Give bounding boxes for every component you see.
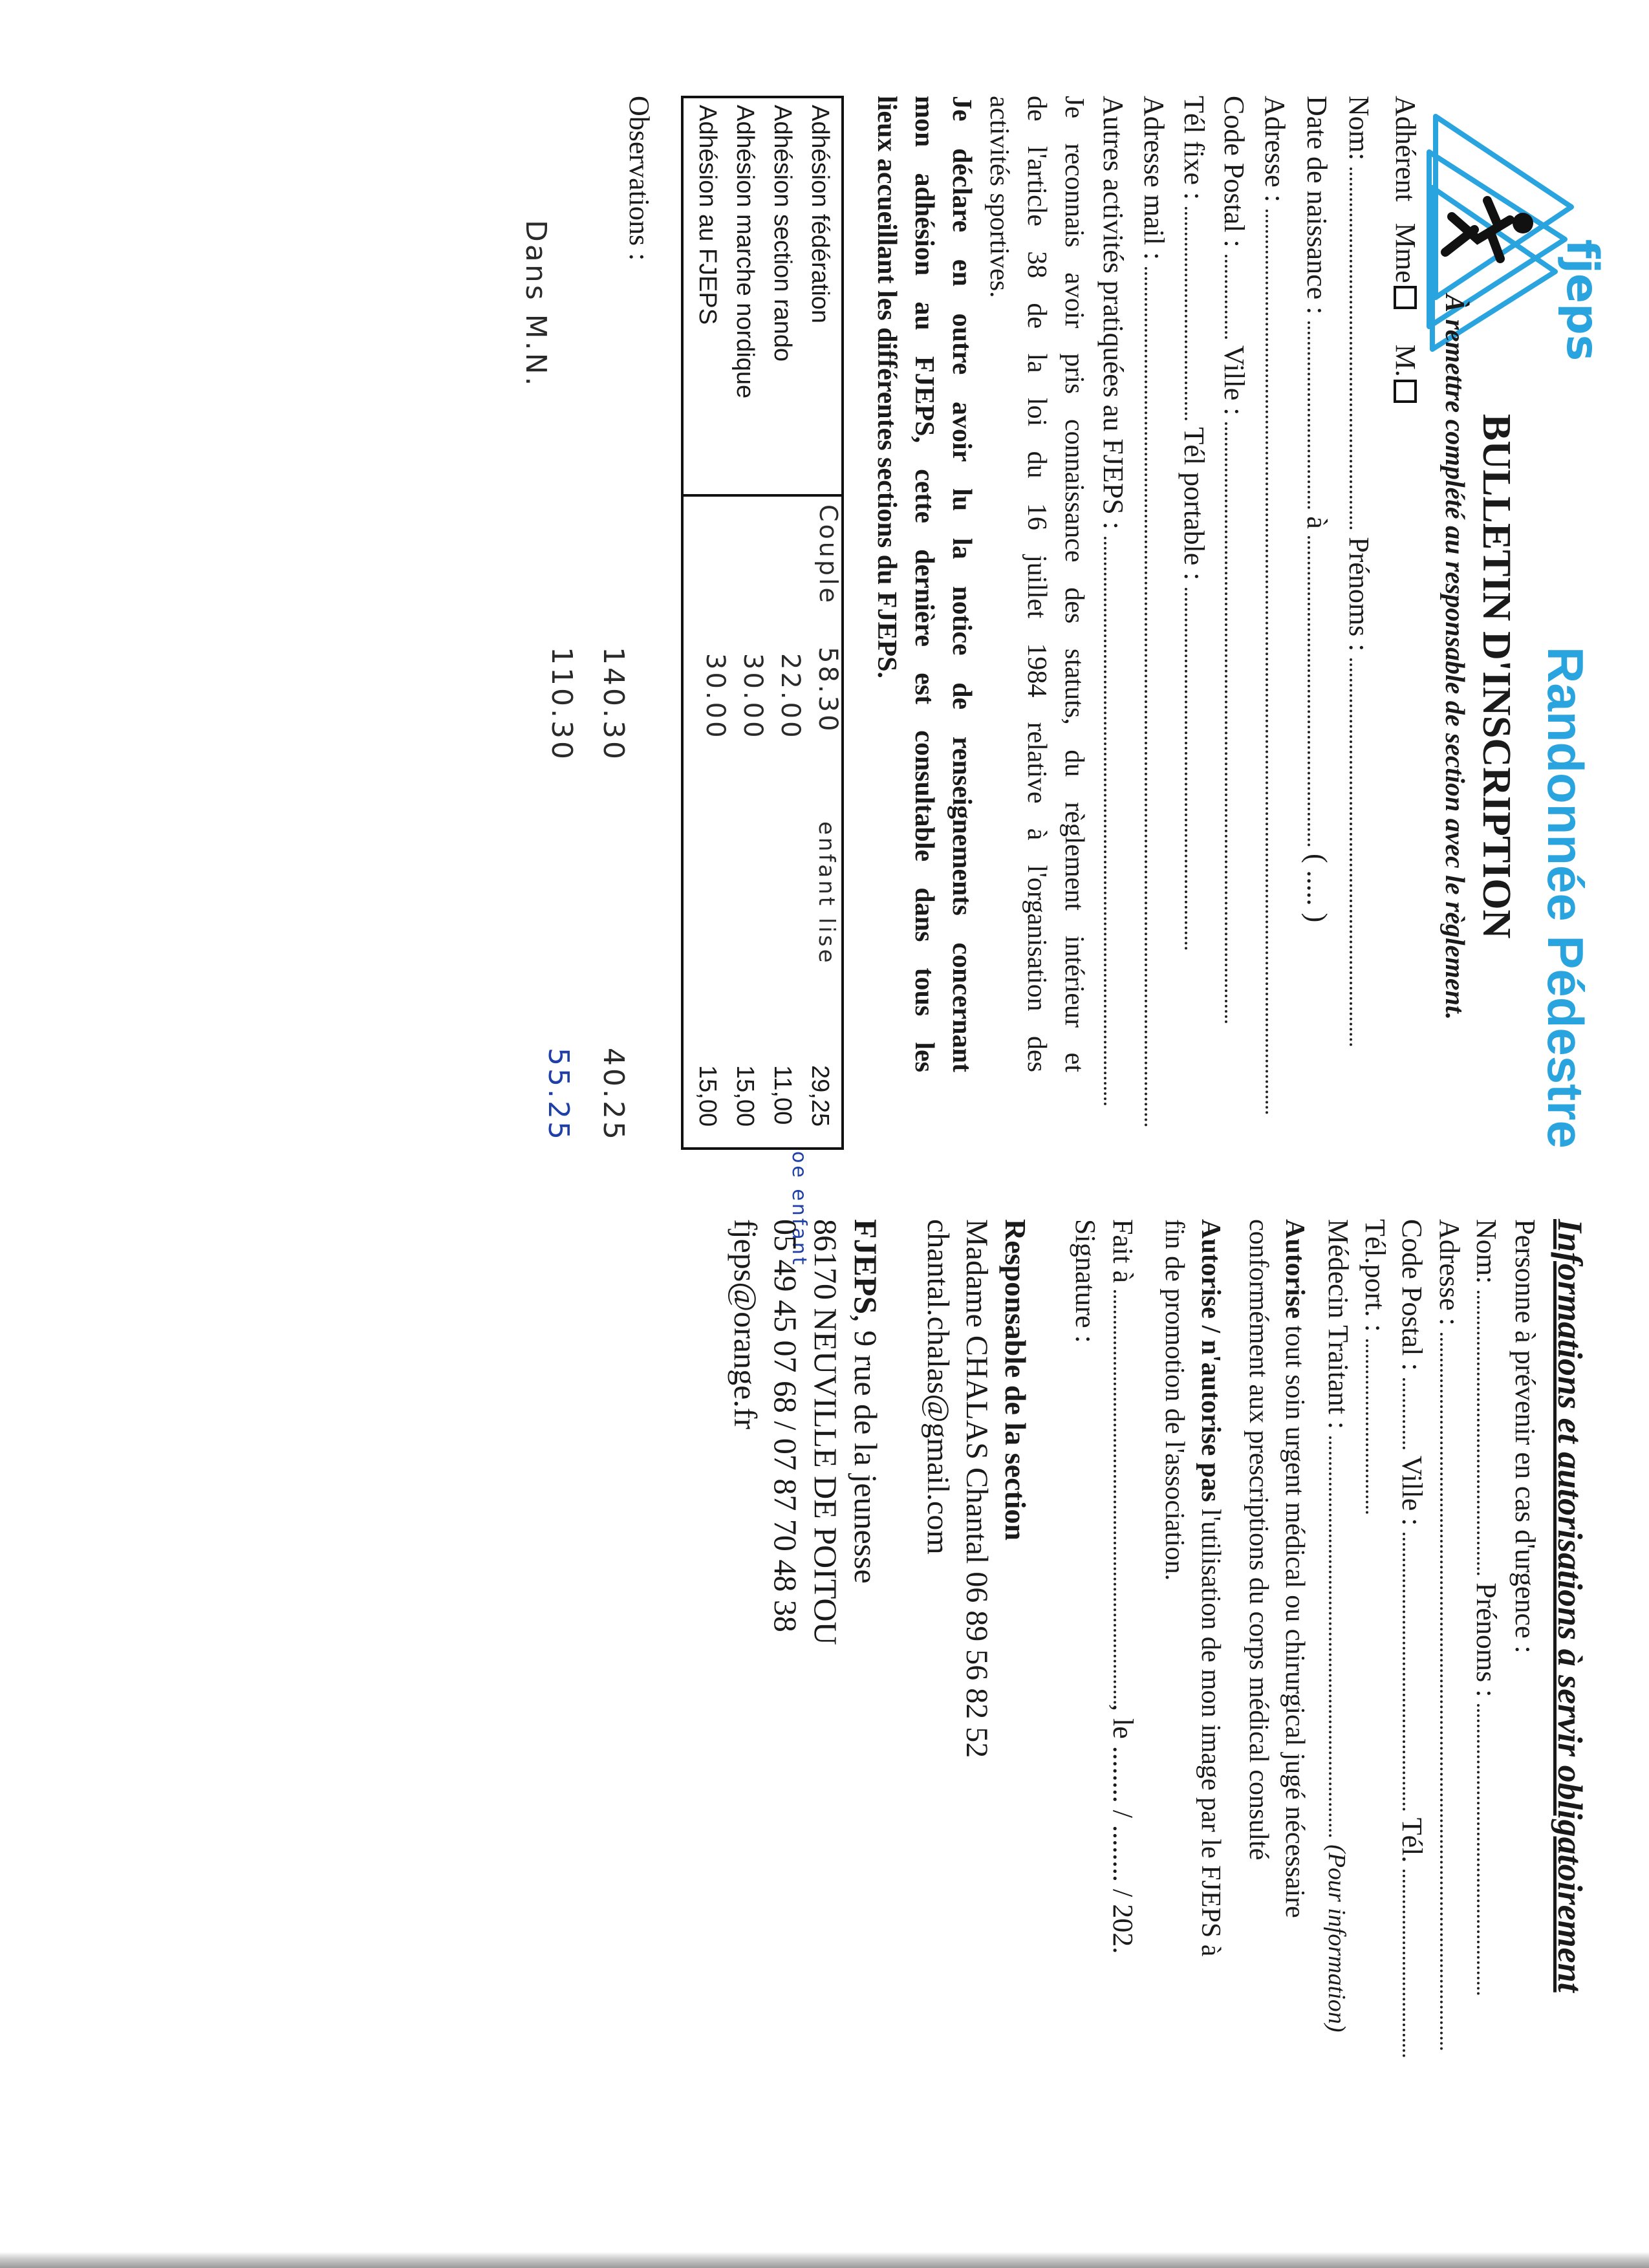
signature-label: Signature : bbox=[1070, 1219, 1101, 1343]
right-telport-field[interactable] bbox=[1366, 1339, 1390, 1514]
nom-row bbox=[1344, 96, 1374, 1046]
fjeps-bold: FJEPS bbox=[848, 1219, 884, 1315]
right-nom-label: Nom: bbox=[1471, 1219, 1502, 1284]
adresse-label: Adresse : bbox=[1259, 96, 1291, 202]
right-prenoms-field[interactable] bbox=[1477, 1704, 1502, 1995]
autorise-line-2: conformément aux prescriptions du corps médical consulté bbox=[1244, 1219, 1273, 1861]
responsable-name: Madame CHALAS Chantal 06 89 56 82 52 bbox=[960, 1219, 994, 1758]
right-tel-label: Tél. bbox=[1396, 1817, 1428, 1863]
naissance-row bbox=[1302, 96, 1332, 922]
adherent-row bbox=[1391, 96, 1419, 403]
autres-label: Autres activités pratiquées au FJEPS : bbox=[1097, 96, 1129, 530]
image-bold: Autorise / n'autorise pas bbox=[1196, 1219, 1225, 1502]
handwritten-dans-mn: Dans M.N. bbox=[519, 220, 552, 389]
right-cp-row bbox=[1397, 1219, 1427, 2057]
ville-field[interactable] bbox=[1225, 422, 1249, 1024]
bold-line-3: lieux accueillant les différentes sections du FJEPS. bbox=[872, 96, 901, 679]
fjeps-city: 86170 NEUVILLE DE POITOU bbox=[808, 1219, 844, 1645]
right-telport-label: Tél.port. : bbox=[1359, 1219, 1391, 1332]
responsable-mail: chantal.chalas@gmail.com bbox=[921, 1219, 955, 1555]
right-cp-field[interactable] bbox=[1403, 1378, 1427, 1449]
urgence-label: Personne à prévenir en cas d'urgence : bbox=[1509, 1219, 1541, 1654]
fees-row bbox=[687, 105, 724, 1139]
tel-row bbox=[1180, 96, 1209, 950]
cp-label: Code Postal : bbox=[1218, 96, 1250, 248]
autorise-line-1: tout soin urgent médical ou chirurgical jugé nécessaire bbox=[1280, 1318, 1310, 1918]
adresse-field[interactable] bbox=[1266, 210, 1290, 1115]
handwritten-fee-1: 58.30 bbox=[813, 647, 843, 734]
naissance-label: Date de naissance : bbox=[1301, 96, 1333, 315]
handwritten-total-couple: 140.30 bbox=[597, 647, 630, 762]
fee-label: Adhésion fédération bbox=[806, 105, 834, 324]
fees-row bbox=[762, 105, 799, 1139]
fjeps-street: , 9 rue de la jeunesse bbox=[848, 1314, 884, 1584]
autres-field[interactable] bbox=[1104, 537, 1128, 1106]
mail-field[interactable] bbox=[1145, 267, 1169, 1127]
naissance-a-label: à bbox=[1301, 516, 1333, 529]
right-cp-label: Code Postal : bbox=[1396, 1219, 1428, 1371]
statuts-paragraph bbox=[868, 96, 1093, 1072]
naissance-lieu-field[interactable] bbox=[1308, 536, 1332, 847]
right-telport-row bbox=[1361, 1219, 1390, 1514]
section-title: Randonnée Pédestre bbox=[1537, 647, 1594, 1149]
image-line-2: fin de promotion de l'association. bbox=[1159, 1219, 1189, 1581]
right-ville-field[interactable] bbox=[1403, 1533, 1427, 1811]
fee-label: Adhésion marche nordique bbox=[731, 105, 759, 399]
handwritten-enfant: enfant lise bbox=[814, 821, 839, 966]
fees-row bbox=[725, 105, 761, 1139]
fee-amount: 29,25 bbox=[806, 1065, 834, 1127]
fait-row bbox=[1108, 1219, 1138, 1954]
m-checkbox[interactable] bbox=[1394, 380, 1417, 403]
tel-portable-field[interactable] bbox=[1185, 588, 1209, 950]
fee-amount: 15,00 bbox=[731, 1065, 759, 1127]
paragraph-line-1: Je reconnais avoir pris connaissance des statuts, du règlement intérieur et bbox=[1059, 96, 1089, 1072]
right-tel-field[interactable] bbox=[1403, 1870, 1427, 2057]
fee-label: Adhésion au FJEPS bbox=[694, 105, 721, 325]
right-nom-field[interactable] bbox=[1477, 1291, 1502, 1575]
naissance-date-field[interactable] bbox=[1308, 321, 1332, 509]
image-paragraph bbox=[1156, 1219, 1229, 2189]
right-adresse-field[interactable] bbox=[1440, 1333, 1465, 2051]
right-adresse-row bbox=[1435, 1219, 1465, 2051]
mail-label: Adresse mail : bbox=[1138, 96, 1170, 261]
fees-table bbox=[681, 96, 844, 1150]
autorise-bold: Autorise bbox=[1280, 1219, 1310, 1319]
fjeps-address-block bbox=[726, 1219, 886, 1645]
autorise-paragraph bbox=[1240, 1219, 1313, 2189]
handwritten-fee-4: 30.00 bbox=[700, 653, 730, 740]
handwritten-couple: Couple bbox=[814, 504, 843, 605]
fee-amount: 15,00 bbox=[694, 1065, 721, 1127]
bold-line-1: Je déclare en outre avoir lu la notice de renseignements concernant bbox=[947, 96, 976, 1072]
fjeps-phones: 05 49 45 07 68 / 07 87 70 48 38 bbox=[768, 1219, 804, 1632]
fee-label: Adhésion section rando bbox=[769, 105, 796, 362]
adherent-label: Adhérent bbox=[1390, 96, 1421, 202]
mail-row bbox=[1139, 96, 1169, 1127]
image-line-1: l'utilisation de mon image par le FJEPS à bbox=[1196, 1502, 1225, 1957]
responsable-title: Responsable de la section bbox=[999, 1219, 1032, 1541]
right-nom-row bbox=[1472, 1219, 1502, 1995]
medecin-row bbox=[1324, 1219, 1353, 2032]
medecin-field[interactable] bbox=[1329, 1436, 1353, 1837]
cp-ville-row bbox=[1220, 96, 1249, 1024]
cp-field[interactable] bbox=[1225, 255, 1249, 339]
paragraph-line-3: activités sportives. bbox=[984, 96, 1014, 298]
scanner-edge-strip bbox=[0, 2252, 1649, 2268]
bold-line-2: mon adhésion au FJEPS, cette dernière est consultable dans tous les bbox=[909, 96, 939, 1072]
nom-label: Nom: bbox=[1343, 96, 1375, 161]
right-prenoms-label: Prénoms : bbox=[1471, 1582, 1502, 1698]
fee-amount: 11,00 bbox=[769, 1065, 796, 1125]
handwritten-fee-3: 30.00 bbox=[738, 653, 768, 740]
form-title: BULLETIN D'INSCRIPTION bbox=[1474, 414, 1518, 939]
mme-label: Mme bbox=[1390, 222, 1421, 283]
m-label: M. bbox=[1390, 344, 1421, 377]
adresse-row bbox=[1260, 96, 1290, 1115]
fait-field[interactable] bbox=[1114, 1290, 1138, 1704]
prenoms-label: Prénoms : bbox=[1343, 537, 1375, 652]
right-heading: Informations et autorisations à servir obligatoirement bbox=[1551, 1219, 1590, 1993]
mme-checkbox[interactable] bbox=[1394, 286, 1417, 309]
fait-label: Fait à bbox=[1107, 1219, 1139, 1283]
prenoms-field[interactable] bbox=[1350, 658, 1374, 1046]
ville-label: Ville : bbox=[1218, 345, 1250, 416]
right-ville-label: Ville : bbox=[1396, 1455, 1428, 1526]
responsable-block bbox=[918, 1219, 1035, 1758]
tel-fixe-field[interactable] bbox=[1185, 207, 1209, 420]
handwritten-oe-enfant: oe enfant bbox=[788, 1151, 810, 1268]
fees-row bbox=[800, 105, 839, 1139]
nom-field[interactable] bbox=[1350, 167, 1374, 530]
logo-brand-text: fjeps bbox=[1557, 239, 1608, 362]
tel-portable-label: Tél portable : bbox=[1178, 427, 1210, 581]
handwritten-right-total-1: 40.25 bbox=[597, 1048, 630, 1142]
handwritten-right-total-2: 55.25 bbox=[542, 1048, 575, 1142]
form-subtitle: À remettre complété au responsable de section avec le règlement. bbox=[1439, 294, 1469, 1021]
right-adresse-label: Adresse : bbox=[1434, 1219, 1465, 1326]
paragraph-line-2: de l'article 38 de la loi du 16 juillet 1984 relative à l'organisation des bbox=[1022, 96, 1051, 1072]
tel-fixe-label: Tél fixe : bbox=[1178, 96, 1210, 200]
medecin-label: Médecin Traitant : bbox=[1322, 1219, 1354, 1430]
fjeps-mail: fjeps@orange.fr bbox=[727, 1219, 764, 1430]
medecin-note: (Pour information) bbox=[1323, 1844, 1350, 2033]
handwritten-fee-2: 22.00 bbox=[775, 653, 805, 740]
autres-row bbox=[1099, 96, 1128, 1106]
handwritten-total-110: 110.30 bbox=[545, 647, 578, 762]
naissance-dept-field[interactable]: ( ..... ) bbox=[1301, 853, 1333, 923]
le-date-field[interactable]: , le ........ / ........ / 202. bbox=[1107, 1703, 1139, 1954]
observations-label: Observations : bbox=[623, 96, 655, 261]
